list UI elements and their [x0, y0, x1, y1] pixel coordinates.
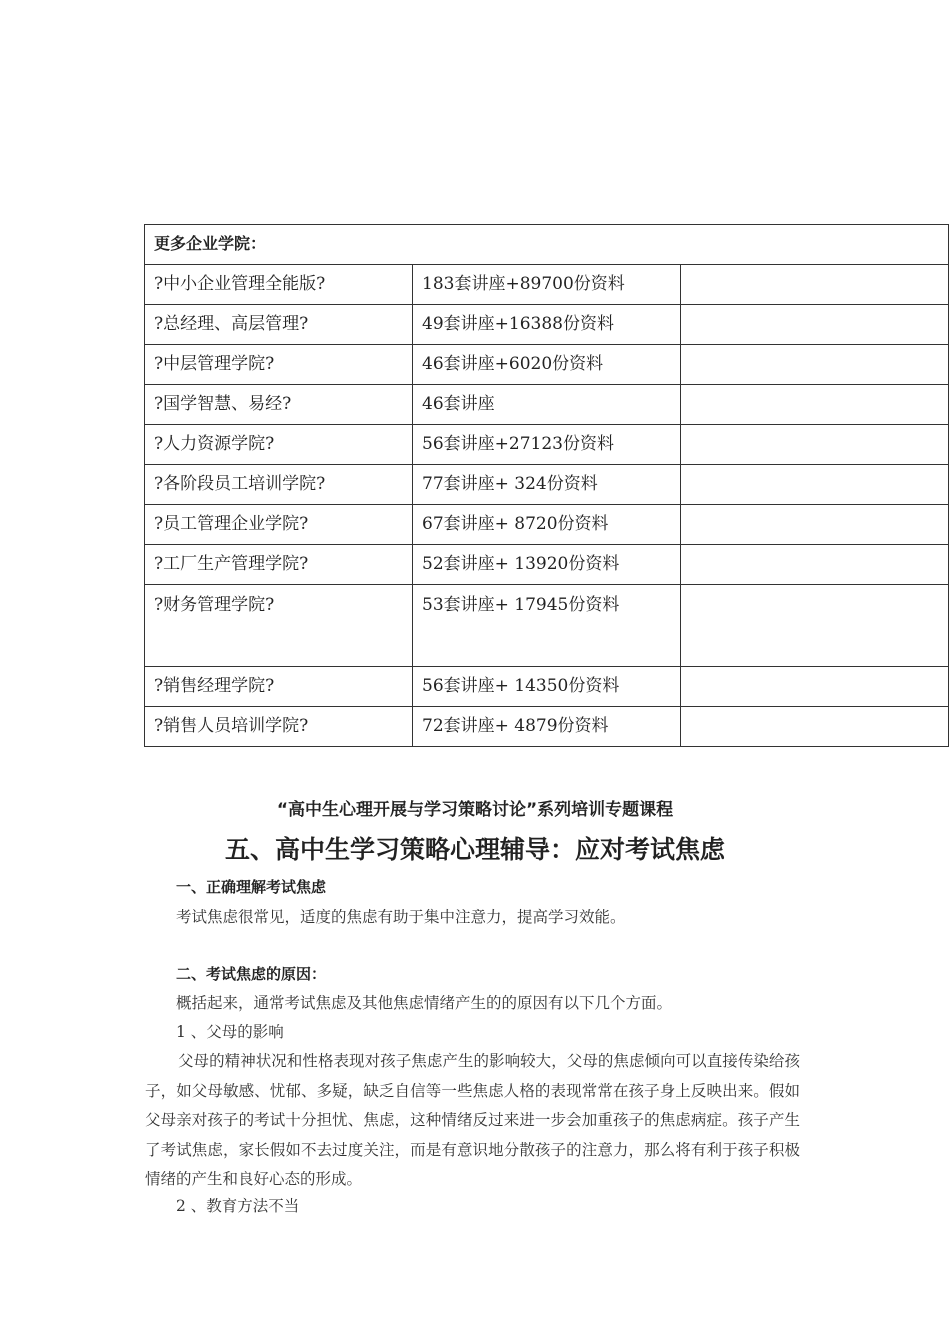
academy-empty-cell	[681, 345, 949, 385]
academy-empty-cell	[681, 707, 949, 747]
academy-empty-cell	[681, 505, 949, 545]
table-header-row	[145, 225, 949, 265]
item2-heading: 2 、教育方法不当	[176, 1197, 300, 1215]
section2-heading: 二、考试焦虑的原因：	[176, 965, 327, 983]
academy-table-body	[145, 225, 949, 747]
academy-content: 77套讲座+ 324份资料	[413, 465, 681, 505]
academy-name: ?各阶段员工培训学院?	[145, 465, 413, 505]
academy-name: ?财务管理学院?	[145, 585, 413, 667]
table-row	[145, 425, 949, 465]
table-row	[145, 505, 949, 545]
item1-text: 父母的精神状况和性格表现对孩子焦虑产生的影响较大，父母的焦虑倾向可以直接传染给孩子，如父母敏感、忧郁、多疑，缺乏自信等一些焦虑人格的表现常常在孩子身上反映出来。假如父母亲对孩子的考试十分担忧、焦虑，这种情绪反过来进一步会加重孩子的焦虑病症。孩子产生了考试焦虑，家长假如不去过度关注，而是有意识地分散孩子的注意力，那么将有利于孩子积极情绪的产生和良好心态的形成。	[145, 1052, 800, 1188]
section1-heading: 一、正确理解考试焦虑	[176, 878, 327, 896]
academy-name: ?销售经理学院?	[145, 667, 413, 707]
academy-empty-cell	[681, 667, 949, 707]
academy-empty-cell	[681, 465, 949, 505]
academy-empty-cell	[681, 425, 949, 465]
chapter-title: 五、高中生学习策略心理辅导：应对考试焦虑	[224, 835, 725, 864]
table-row	[145, 545, 949, 585]
series-title: “高中生心理开展与学习策略讨论”系列培训专题课程	[276, 800, 674, 820]
table-header: 更多企业学院：	[145, 225, 949, 265]
academy-name: ?国学智慧、易经?	[145, 385, 413, 425]
academy-content: 72套讲座+ 4879份资料	[413, 707, 681, 747]
section1-text: 考试焦虑很常见，适度的焦虑有助于集中注意力，提高学习效能。	[176, 908, 626, 926]
table-row	[145, 385, 949, 425]
table-row	[145, 707, 949, 747]
academy-name: ?销售人员培训学院?	[145, 707, 413, 747]
academy-content: 53套讲座+ 17945份资料	[413, 585, 681, 667]
academy-name: ?中小企业管理全能版?	[145, 265, 413, 305]
academy-content: 183套讲座+89700份资料	[413, 265, 681, 305]
academy-content: 56套讲座+27123份资料	[413, 425, 681, 465]
academy-name: ?工厂生产管理学院?	[145, 545, 413, 585]
item1-heading: 1 、父母的影响	[176, 1023, 284, 1041]
table-row	[145, 265, 949, 305]
academy-empty-cell	[681, 545, 949, 585]
academy-content: 52套讲座+ 13920份资料	[413, 545, 681, 585]
academy-content: 56套讲座+ 14350份资料	[413, 667, 681, 707]
academy-empty-cell	[681, 305, 949, 345]
academy-name: ?中层管理学院?	[145, 345, 413, 385]
table-row	[145, 305, 949, 345]
academy-table	[144, 224, 949, 747]
academy-name: ?人力资源学院?	[145, 425, 413, 465]
table-row	[145, 345, 949, 385]
academy-empty-cell	[681, 265, 949, 305]
section2-intro: 概括起来，通常考试焦虑及其他焦虑情绪产生的的原因有以下几个方面。	[176, 994, 673, 1012]
academy-name: ?员工管理企业学院?	[145, 505, 413, 545]
table-row	[145, 585, 949, 667]
academy-name: ?总经理、高层管理?	[145, 305, 413, 345]
academy-content: 46套讲座	[413, 385, 681, 425]
table-row	[145, 465, 949, 505]
academy-content: 49套讲座+16388份资料	[413, 305, 681, 345]
academy-empty-cell	[681, 385, 949, 425]
academy-content: 67套讲座+ 8720份资料	[413, 505, 681, 545]
table-row	[145, 667, 949, 707]
academy-empty-cell	[681, 585, 949, 667]
academy-content: 46套讲座+6020份资料	[413, 345, 681, 385]
